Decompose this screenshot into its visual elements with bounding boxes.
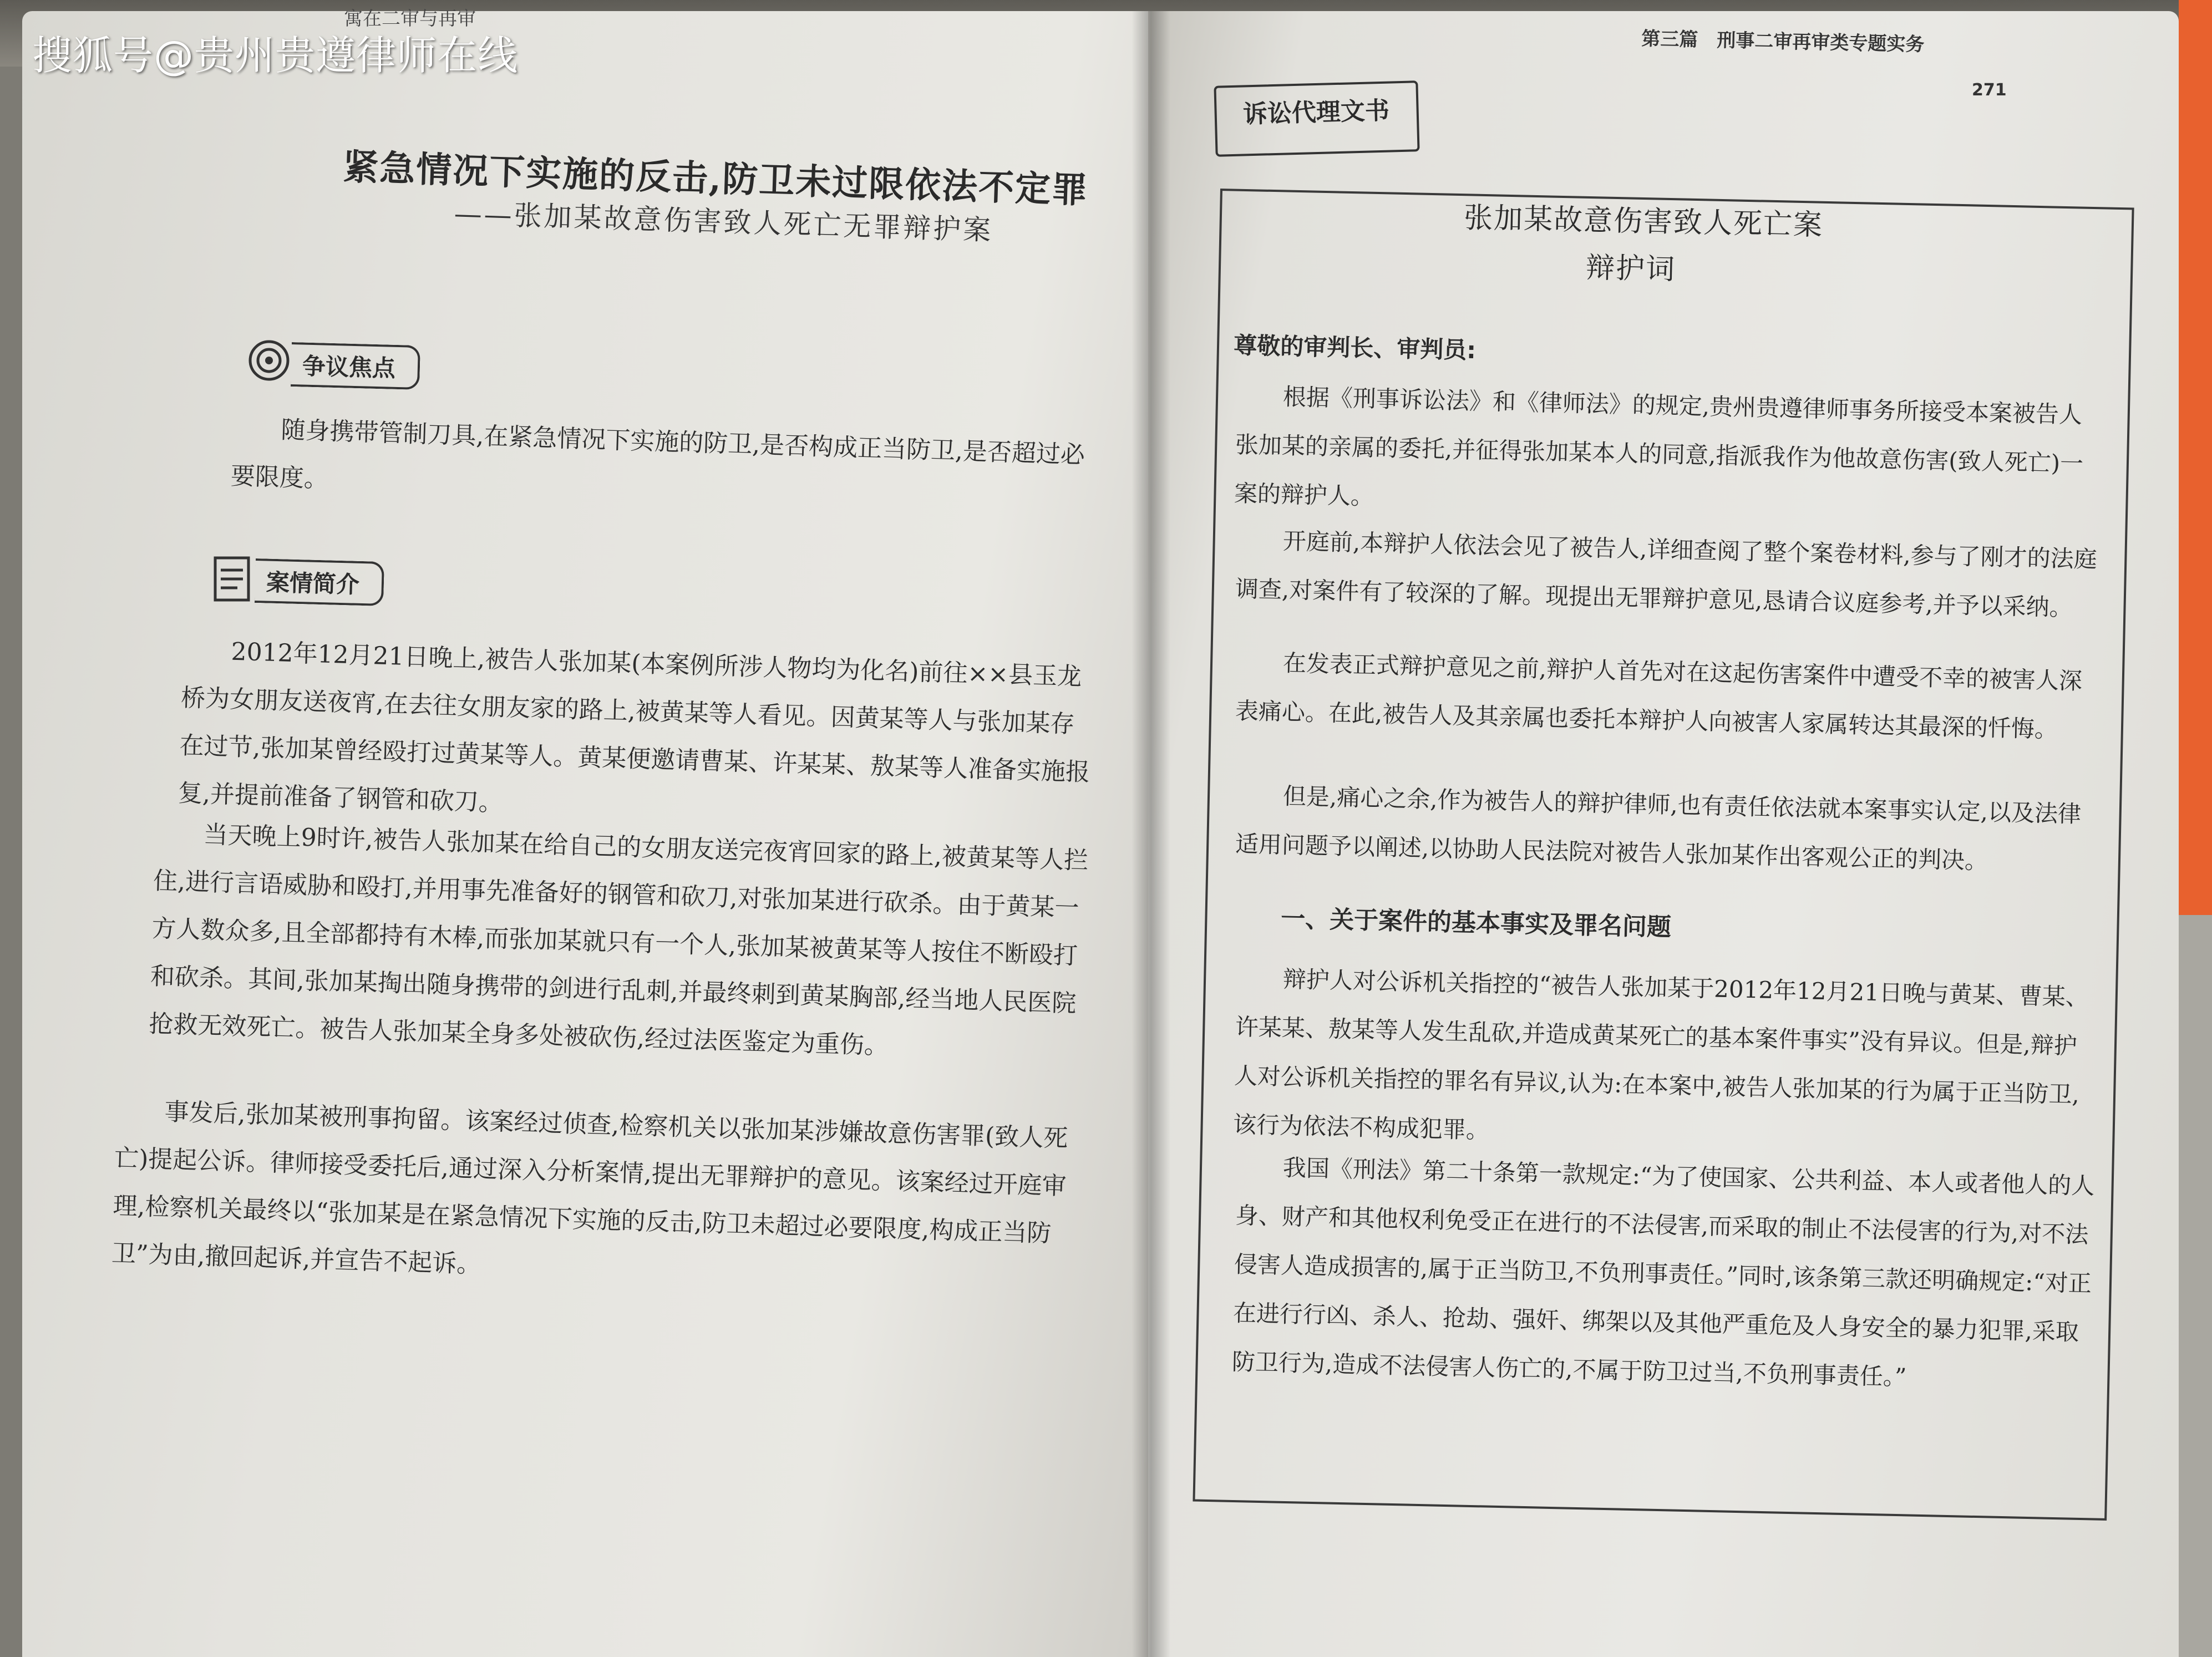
brief-paragraph-3: 在发表正式辩护意见之前,辩护人首先对在这起伤害案件中遭受不幸的被害人深表痛心。在此,被告人及其亲属也委托本辩护人向被害人家属转达其最深的忏悔。 (1235, 649, 2083, 743)
page-number: 271 (1972, 80, 2007, 100)
salutation: 尊敬的审判长、审判员: (1233, 331, 1477, 364)
brief-heading-1: 一、关于案件的基本事实及罪名问题 (1280, 904, 1672, 942)
page-subtitle: ——张加某故意伤害致人死亡无罪辩护案 (453, 197, 994, 247)
document-icon (211, 555, 255, 604)
focus-section-label: 争议焦点 (291, 342, 420, 390)
brief-paragraph-1: 根据《刑事诉讼法》和《律师法》的规定,贵州贵遵律师事务所接受本案被告人张加某的亲属的委托,并征得张加某本人的同意,指派我作为他故意伤害(致人死亡)一案的辩护人。 (1234, 383, 2084, 510)
brief-paragraph-5: 辩护人对公诉机关指控的“被告人张加某于2012年12月21日晚与黄某、曹某、许某某、敖某等人发生乱砍,并造成黄某死亡的基本案件事实”没有异议。但是,辩护人对公诉机关指控的罪名有异议,认为:在本案中,被告人张加某的行为属于正当防卫,该行为依法不构成犯罪。 (1232, 965, 2089, 1144)
watermark: 搜狐号@贵州贵遵律师在线 (32, 32, 519, 79)
focus-text: 随身携带管制刀具,在紧急情况下实施的防卫,是否构成正当防卫,是否超过必要限度。 (230, 415, 1085, 494)
target-icon (247, 338, 291, 383)
page-title: 紧急情况下实施的反击,防卫未过限依法不定罪 (342, 146, 1089, 212)
case-paragraph-3: 事发后,张加某被刑事拘留。该案经过侦查,检察机关以张加某涉嫌故意伤害罪(致人死亡)提起公诉。律师接受委托后,通过深入分析案情,提出无罪辩护的意见。该案经过开庭审理,检察机关最终以“张加某是在紧急情况下实施的反击,防卫未超过必要限度,构成正当防卫”为由,撤回起诉,并宣告不起诉。 (111, 1097, 1068, 1279)
background-orange-edge (2179, 0, 2212, 915)
case-section-label: 案情简介 (255, 558, 384, 606)
brief-paragraph-2: 开庭前,本辩护人依法会见了被告人,详细查阅了整个案卷材料,参与了刚才的法庭调查,对案件有了较深的了解。现提出无罪辩护意见,恳请合议庭参考,并予以采纳。 (1235, 527, 2098, 622)
brief-paragraph-6: 我国《刑法》第二十条第一款规定:“为了使国家、公共利益、本人或者他人的人身、财产和其他权利免受正在进行的不法侵害,而采取的制止不法侵害的行为,对不法侵害人造成损害的,属于正当防卫,不负刑事责任。”同时,该条第三款还明确规定:“对正在进行行凶、杀人、抢劫、强奸、绑架以及其他严重危及人身安全的暴力犯罪,采取防卫行为,造成不法侵害人伤亡的,不属于防卫过当,不负刑事责任。” (1231, 1153, 2095, 1391)
brief-title-line2: 辩护词 (1585, 251, 1676, 287)
section-label: 诉讼代理文书 (1242, 96, 1390, 129)
book-gutter (1132, 11, 1170, 1657)
case-paragraph-2: 当天晚上9时许,被告人张加某在给自己的女朋友送完夜宵回家的路上,被黄某等人拦住,进行言语威胁和殴打,并用事先准备好的钢管和砍刀,对张加某进行砍杀。由于黄某一方人数众多,且全部都持有木棒,而张加某就只有一个人,张加某被黄某等人按住不断殴打和砍杀。其间,张加某掏出随身携带的剑进行乱刺,并最终刺到黄某胸部,经当地人民医院抢救无效死亡。被告人张加某全身多处被砍伤,经过法医鉴定为重伤。 (148, 820, 1089, 1060)
case-paragraph-1: 2012年12月21日晚上,被告人张加某(本案例所涉人物均为化名)前往××县玉龙桥为女朋友送夜宵,在去往女朋友家的路上,被黄某等人看见。因黄某等人与张加某存在过节,张加某曾经殴打过黄某等人。黄某便邀请曹某、许某某、敖某等人准备实施报复,并提前准备了钢管和砍刀。 (177, 637, 1090, 817)
right-running-header: 第三篇 刑事二审再审类专题实务 (1641, 27, 1925, 56)
brief-title-line1: 张加某故意伤害致人死亡案 (1463, 201, 1824, 242)
brief-paragraph-4: 但是,痛心之余,作为被告人的辩护律师,也有责任依法就本案事实认定,以及法律适用问题予以阐述,以协助人民法院对被告人张加某作出客观公正的判决。 (1235, 782, 2082, 875)
left-running-header: 寓在二审与再审 (344, 8, 476, 30)
background-gray-edge (2179, 915, 2212, 1657)
